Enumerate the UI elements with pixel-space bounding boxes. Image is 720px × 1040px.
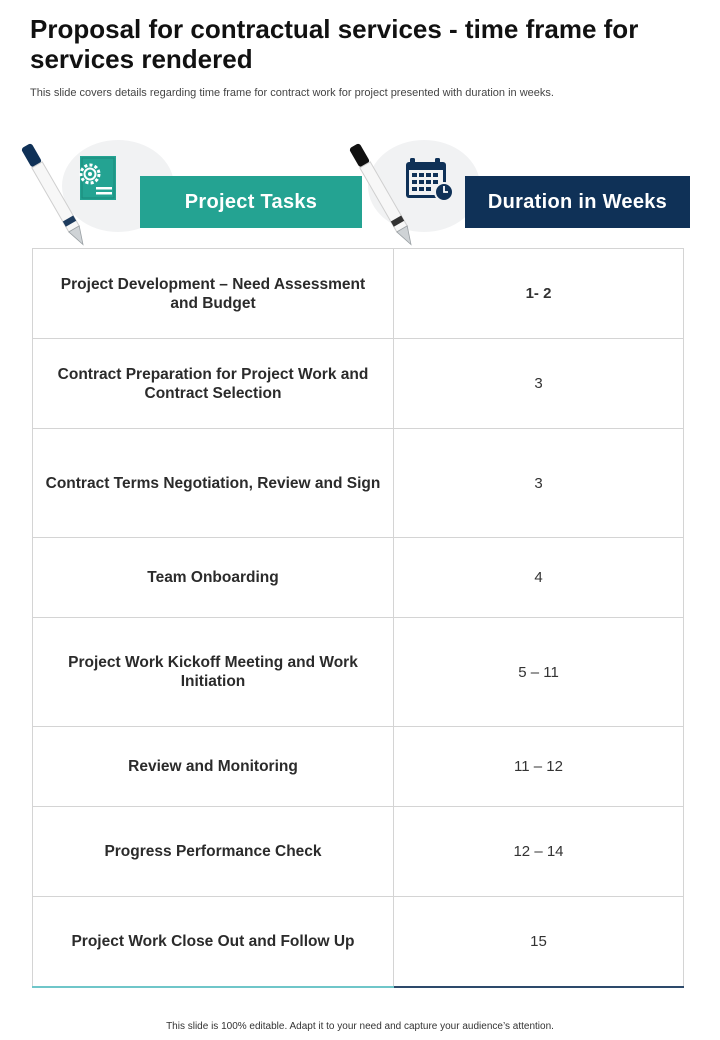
task-cell: Review and Monitoring	[33, 727, 394, 807]
duration-cell: 1- 2	[394, 249, 684, 339]
task-cell: Project Work Close Out and Follow Up	[33, 897, 394, 987]
page-title: Proposal for contractual services - time frame for services rendered	[30, 14, 639, 74]
task-cell: Team Onboarding	[33, 538, 394, 618]
page-subtitle: This slide covers details regarding time frame for contract work for project presented with duration in weeks.	[30, 87, 554, 99]
timeline-table	[32, 248, 684, 988]
project-tasks-header: Project Tasks	[140, 176, 362, 228]
duration-cell: 12 – 14	[394, 807, 684, 897]
duration-cell: 3	[394, 429, 684, 538]
task-cell: Progress Performance Check	[33, 807, 394, 897]
footer-note: This slide is 100% editable. Adapt it to your need and capture your audience’s attention.	[166, 1021, 554, 1032]
table-row	[33, 339, 684, 429]
task-cell: Project Work Kickoff Meeting and Work Initiation	[33, 618, 394, 727]
pen-icon	[18, 136, 92, 261]
task-cell: Contract Preparation for Project Work and Contract Selection	[33, 339, 394, 429]
task-cell: Project Development – Need Assessment and Budget	[33, 249, 394, 339]
duration-cell: 4	[394, 538, 684, 618]
duration-weeks-header: Duration in Weeks	[465, 176, 690, 228]
task-cell: Contract Terms Negotiation, Review and Sign	[33, 429, 394, 538]
table-row	[33, 807, 684, 897]
table-row	[33, 249, 684, 339]
duration-cell: 15	[394, 897, 684, 987]
table-row	[33, 727, 684, 807]
table-row	[33, 618, 684, 727]
duration-cell: 11 – 12	[394, 727, 684, 807]
table-row	[33, 897, 684, 987]
table-row	[33, 538, 684, 618]
table-row	[33, 429, 684, 538]
duration-cell: 5 – 11	[394, 618, 684, 727]
pen-icon	[346, 136, 420, 261]
duration-cell: 3	[394, 339, 684, 429]
